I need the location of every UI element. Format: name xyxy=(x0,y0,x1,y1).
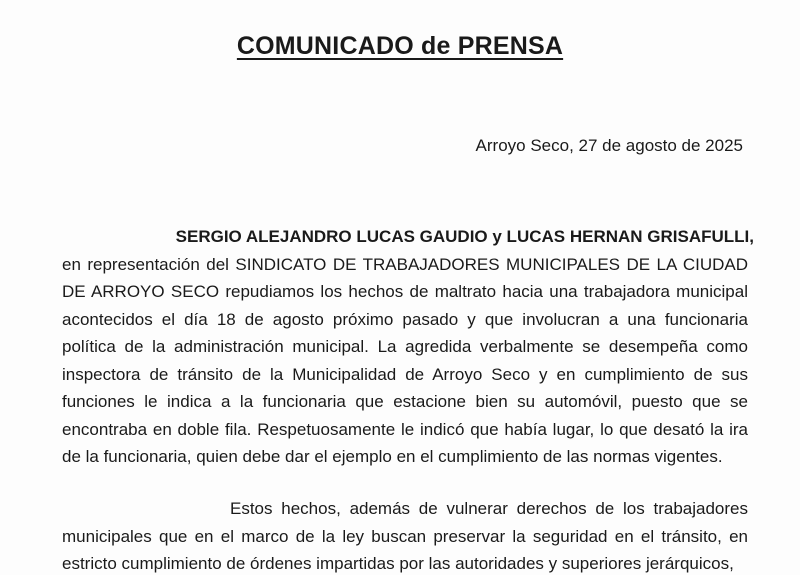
date-line: Arroyo Seco, 27 de agosto de 2025 xyxy=(475,136,743,155)
paragraph-2: Estos hechos, además de vulnerar derechos de los trabajadores municipales que en el marco de la ley buscan preservar la seguridad en el tránsito, en estricto cumplimiento de órdenes impartidas por las autoridades y superiores jerárquicos, xyxy=(62,499,748,573)
document-title: COMUNICADO de PRENSA xyxy=(236,32,564,60)
signatories-names: SERGIO ALEJANDRO LUCAS GAUDIO y LUCAS HERNAN GRISAFULLI, xyxy=(175,227,754,246)
paragraph-1-body: en representación del SINDICATO DE TRABAJADORES MUNICIPALES DE LA CIUDAD DE ARROYO SECO repudiamos los hechos de maltrato hacia una trabajadora municipal acontecidos el día 18 de agosto próximo pasado y que involucran a una funcionaria política de la administración municipal. La agredida verbalmente se desempeña como inspectora de tránsito de la Municipalidad de Arroyo Seco y en cumplimiento de sus funciones le indica a la funcionaria que estacione bien su automóvil, puesto que se encontraba en doble fila. Respetuosamente le indicó que había lugar, lo que desató la ira de la funcionaria, quien debe dar el ejemplo en el cumplimiento de las normas vigentes. xyxy=(62,254,748,466)
paragraph-1 xyxy=(62,223,754,471)
